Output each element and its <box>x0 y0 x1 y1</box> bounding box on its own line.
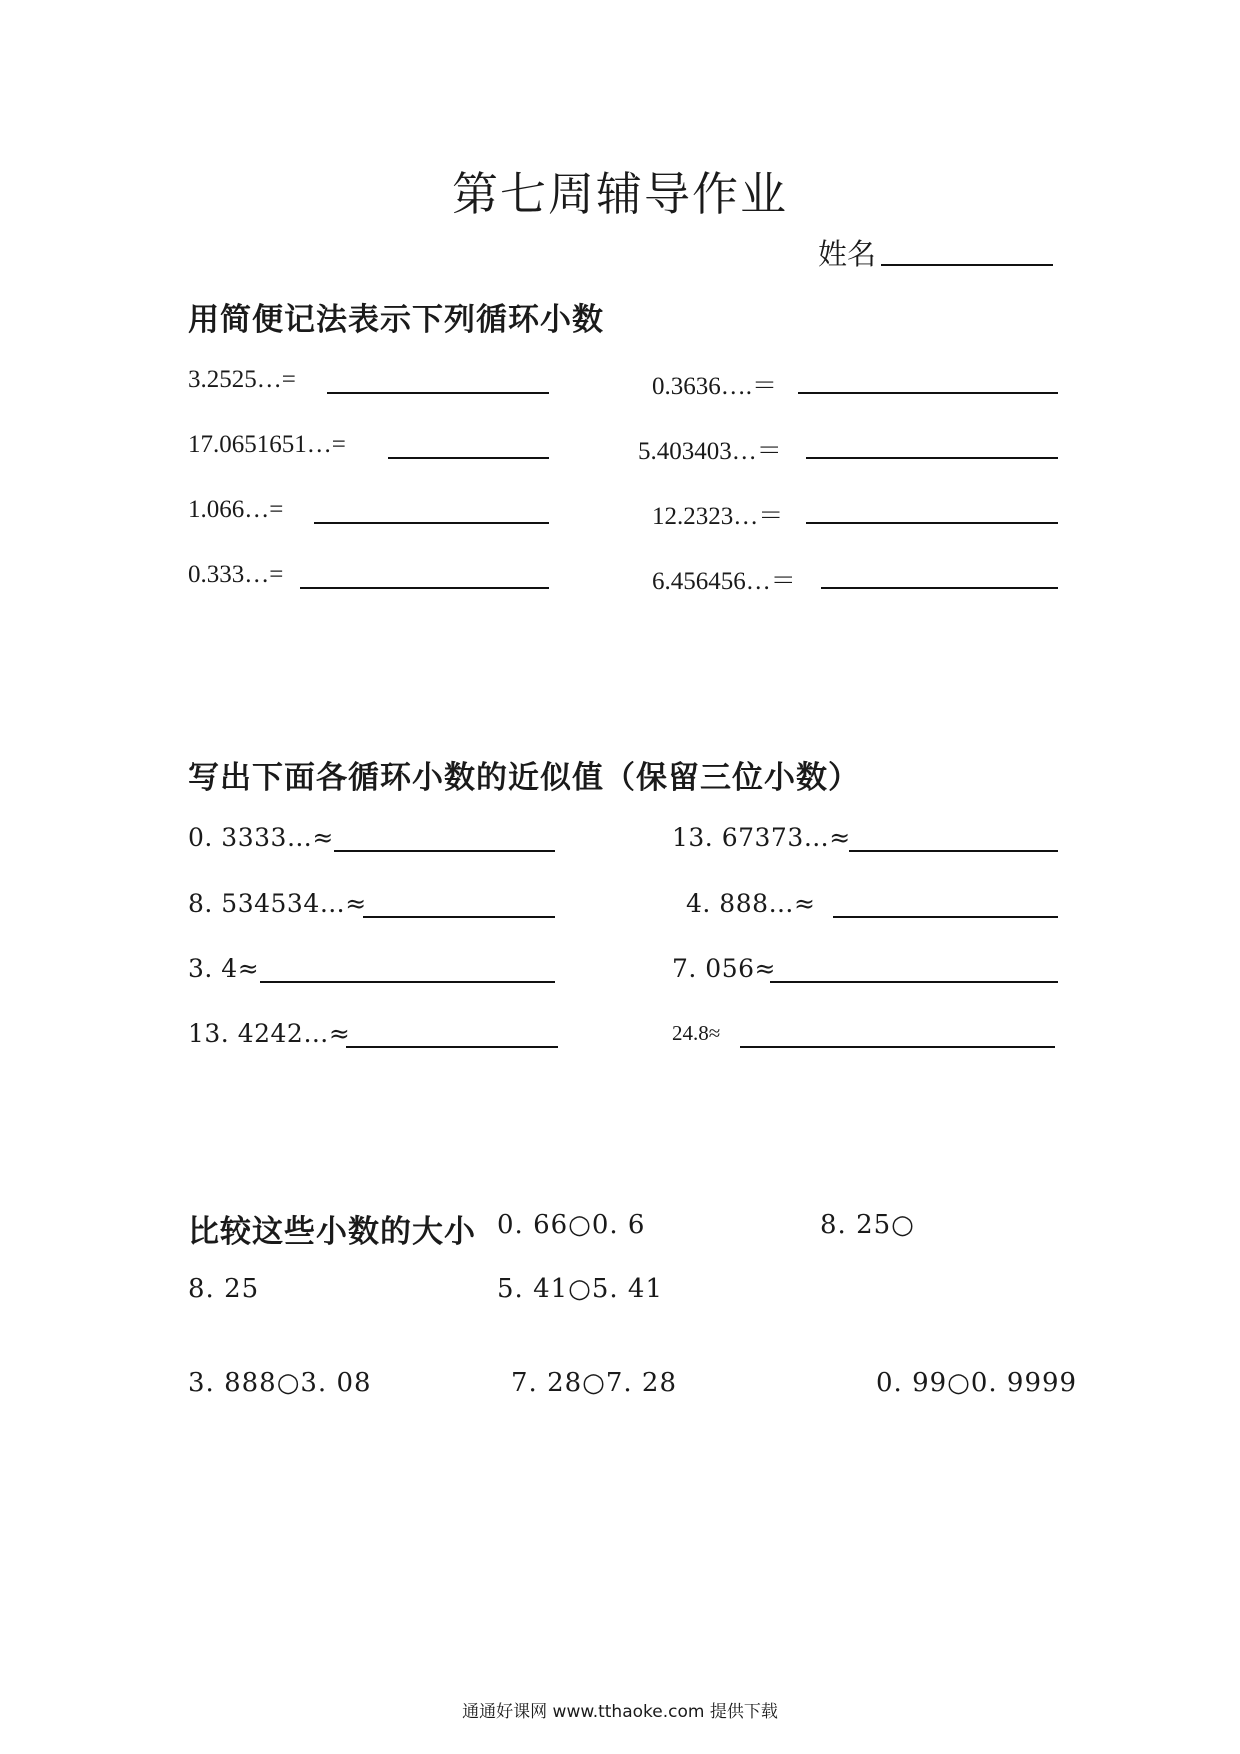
section-1-item: 12.2323…＝ <box>652 503 784 530</box>
section-2-item: 13. 4242…≈ <box>188 1019 351 1048</box>
answer-blank[interactable] <box>327 392 549 394</box>
section-1-item: 0.333…= <box>188 561 284 588</box>
section-2-item: 4. 888…≈ <box>686 889 816 918</box>
section-1-item: 17.0651651…= <box>188 431 346 458</box>
answer-blank[interactable] <box>363 916 555 918</box>
answer-blank[interactable] <box>260 981 555 983</box>
section-1-item: 6.456456…＝ <box>652 568 796 595</box>
answer-blank[interactable] <box>300 587 549 589</box>
section-2-heading: 写出下面各循环小数的近似值（保留三位小数） <box>188 760 860 796</box>
section-1-item: 5.403403…＝ <box>638 438 782 465</box>
name-field[interactable] <box>881 264 1053 266</box>
answer-blank[interactable] <box>798 392 1058 394</box>
answer-blank[interactable] <box>314 522 549 524</box>
answer-blank[interactable] <box>334 850 555 852</box>
answer-blank[interactable] <box>388 457 549 459</box>
comparison-item: 0. 99○0. 9999 <box>876 1368 1078 1398</box>
section-2-item: 7. 056≈ <box>672 954 776 983</box>
section-1-item: 0.3636….＝ <box>652 373 778 400</box>
answer-blank[interactable] <box>770 981 1058 983</box>
comparison-item: 5. 41○5. 41 <box>497 1274 663 1304</box>
answer-blank[interactable] <box>849 850 1058 852</box>
page-title: 第七周辅导作业 <box>452 167 788 221</box>
answer-blank[interactable] <box>806 457 1058 459</box>
section-2-item: 8. 534534…≈ <box>188 889 367 918</box>
answer-blank[interactable] <box>346 1046 558 1048</box>
answer-blank[interactable] <box>821 587 1058 589</box>
section-1-item: 3.2525…= <box>188 366 296 393</box>
section-1-heading: 用简便记法表示下列循环小数 <box>188 302 604 338</box>
section-2-item: 13. 67373…≈ <box>672 823 851 852</box>
answer-blank[interactable] <box>740 1046 1055 1048</box>
section-2-item: 24.8≈ <box>672 1021 721 1045</box>
answer-blank[interactable] <box>806 522 1058 524</box>
comparison-item: 0. 66○0. 6 <box>497 1210 646 1240</box>
comparison-item: 8. 25 <box>188 1274 260 1304</box>
footer-credit: 通通好课网 www.tthaoke.com 提供下载 <box>462 1702 778 1722</box>
section-2-item: 0. 3333…≈ <box>188 823 334 852</box>
comparison-item: 3. 888○3. 08 <box>188 1368 372 1398</box>
name-label: 姓名 <box>818 237 877 271</box>
answer-blank[interactable] <box>833 916 1058 918</box>
section-2-item: 3. 4≈ <box>188 954 260 983</box>
section-1-item: 1.066…= <box>188 496 284 523</box>
section-3-heading: 比较这些小数的大小 <box>188 1214 476 1250</box>
comparison-item: 7. 28○7. 28 <box>511 1368 677 1398</box>
comparison-item: 8. 25○ <box>820 1210 915 1240</box>
